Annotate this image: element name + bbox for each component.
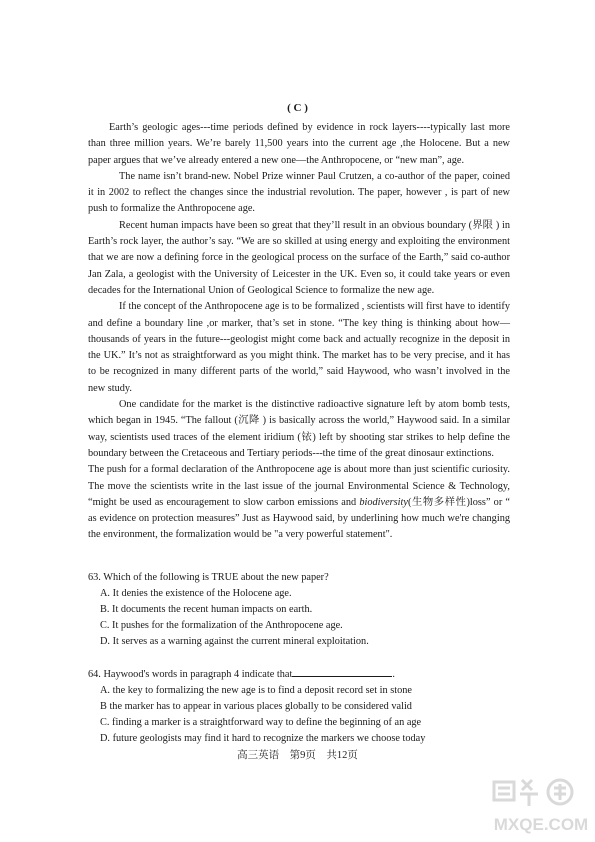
reading-passage	[88, 120, 510, 544]
paragraph-4: If the concept of the Anthropocene age is to be formalized , scientists will first have to identify and define a boundary line ,or marker, that’s set in stone. “The key thing is thinking about how—thousands of years in the future---geologist might come back and actually recognize in the deposit in the UK.” It’s not as straightforward as you might think. The market has to be very precise, and it has to be recognized in many different parts of the world,” said Haywood, who wasn’t involved in the new study.	[88, 301, 510, 394]
question-list	[88, 570, 518, 747]
question-stem-text: 64. Haywood's words in paragraph 4 indicate that	[88, 669, 293, 680]
option-b: B. It documents the recent human impacts on earth.	[100, 604, 313, 615]
option-d: D. It serves as a warning against the current mineral exploitation.	[100, 636, 369, 647]
paragraph-6	[88, 462, 510, 543]
paragraph-6-part-2: (生物多样性)loss” or “ as evidence on protection measures” Just as Haywood said, by underlining how much we're changing the environment, the formalization would be "a very powerful statement".	[88, 496, 511, 541]
question-63	[88, 570, 518, 650]
option-d: D. future geologists may find it hard to recognize the markers we choose today	[100, 733, 426, 744]
option-c: C. finding a marker is a straightforward way to define the beginning of an age	[100, 717, 422, 728]
question-stem	[88, 666, 518, 683]
question-stem: 63. Which of the following is TRUE about the new paper?	[88, 572, 329, 583]
paragraph-6-italic: biodiversity	[359, 496, 408, 508]
watermark-text: MXQE.COM	[493, 815, 589, 834]
paragraph-2: The name isn’t brand-new. Nobel Prize winner Paul Crutzen, a co-author of the paper, coined it in 2002 to reflect the changes since the industrial revolution. The paper, however , is part of new push to formalize the Anthropocene age.	[88, 170, 510, 215]
watermark-logo	[486, 776, 595, 838]
option-b: B the marker has to appear in various places globally to be considered valid	[100, 701, 412, 712]
question-stem-end: .	[392, 669, 395, 680]
paragraph-1: Earth’s geologic ages---time periods defined by evidence in rock layers----typically last more than three million years. We’re barely 11,500 years into the current age ,the Holocene. But a new paper argues that we’ve already entered a new one—the Anthropocene, or “new man”, age.	[88, 122, 510, 166]
paragraph-3: Recent human impacts have been so great that they’ll result in an obvious boundary (界限 ) in Earth’s rock layer, the author’s say. “We are so skilled at using energy and exploiting the environment that we are now a defining force in the geological process on the surface of the Earth,” said co-author Jan Zala, a geologist with the University of Leicester in the UK. Even so, it could take years or even decades for the International Union of Geological Science to formalize the new age.	[88, 219, 510, 296]
page-footer: 高三英语 第9页 共12页	[237, 750, 358, 761]
paragraph-5: One candidate for the market is the distinctive radioactive signature left by atom bomb tests, which began in 1945. “The fallout (沉降 ) is basically across the world,” Haywood said. In a similar way, scientists used traces of the element iridium (铱) left by shooting star strikes to help define the boundary between the Cretaceous and Tertiary periods---the time of the great dinosaur extinctions.	[88, 399, 510, 459]
answer-blank	[292, 666, 392, 677]
option-a: A. the key to formalizing the new age is to find a deposit record set in stone	[100, 685, 412, 696]
section-label: ( C )	[287, 102, 308, 114]
option-a: A. It denies the existence of the Holocene age.	[100, 588, 292, 599]
option-c: C. It pushes for the formalization of the Anthropocene age.	[100, 620, 343, 631]
question-64	[88, 666, 518, 747]
paragraph-6-part-1: The push for a formal declaration of the Anthropocene age is about more than just scientific curiosity. The move the scientists write in the last issue of the journal Environmental Science & Technology, “might be used as encouragement to slow carbon emissions and	[88, 464, 510, 508]
